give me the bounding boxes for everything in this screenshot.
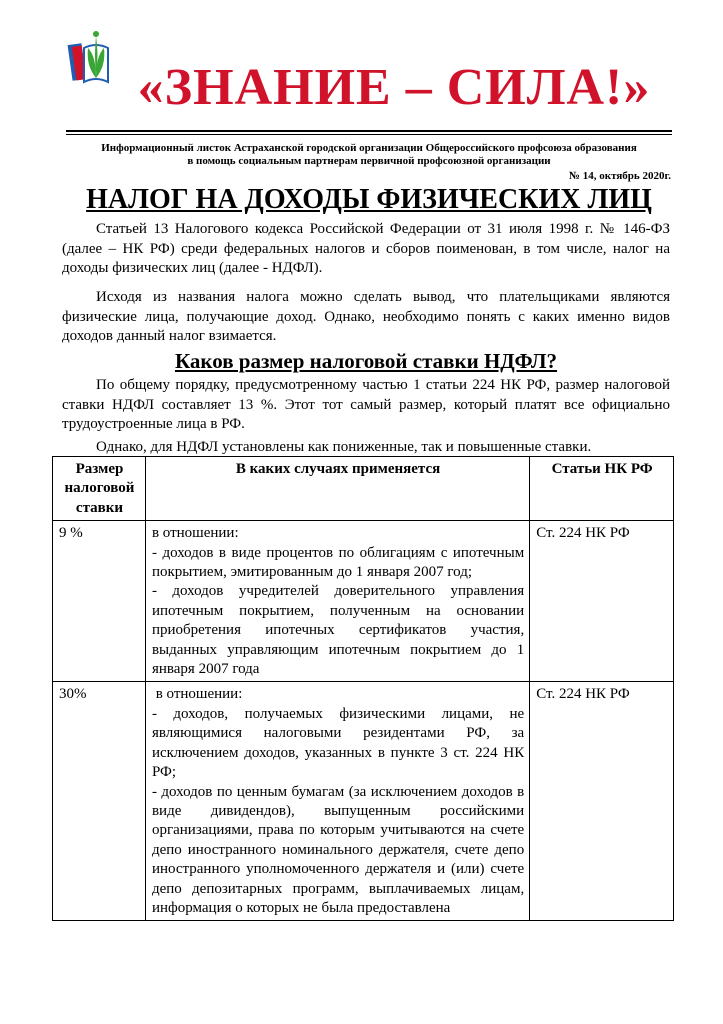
case-line: - доходов учредителей доверительного управления ипотечным покрытием, полученным на основании приобретения ипотечных сертификатов участия, выданных управляющим ипотечным покрытием до 1 января 2007 года [151,583,525,678]
cases-cell [145,682,529,921]
table-header-row [53,457,674,521]
rate-cell: 9 % [53,521,146,682]
newsletter-subtitle [66,142,672,168]
case-line: в отношении: [151,686,243,703]
article-title: НАЛОГ НА ДОХОДЫ ФИЗИЧЕСКИХ ЛИЦ [86,184,652,215]
case-line: в отношении: [151,525,239,542]
paragraph-intro: Статьей 13 Налогового кодекса Российской Федерации от 31 июля 1998 г. № 146-ФЗ (далее – НК РФ) среди федеральных налогов и сборов поименован, в том числе, налог на доходы физических лиц (далее - НДФЛ). [62,221,670,277]
paragraph-payers: Исходя из названия налога можно сделать вывод, что плательщиками являются физические лица, получающие доход. Однако, необходимо понять с каких именно видов доходов данный налог взимается. [62,289,670,345]
subtitle-line-1: Информационный листок Астраханской городской организации Общероссийского профсоюза образования [101,142,637,154]
header-articles: Статьи НК РФ [530,457,674,521]
paragraph-general-rate: По общему порядку, предусмотренному частью 1 статьи 224 НК РФ, размер налоговой ставки НДФЛ составляет 13 %. Этот тот самый размер, который платят все официально трудоустроенные лица в РФ. [62,377,670,433]
rate-cell: 30% [53,682,146,921]
cases-cell [145,521,529,682]
case-line: - доходов по ценным бумагам (за исключением доходов в виде дивидендов), выпущенным российскими организациями, права по которым учитываются на счете депо иностранного номинального держателя, счете депо иностранного уполномоченного держателя и (или) счете депо депозитарных программ, выплачиваемых лицам, информация о которых не была предоставлена [151,783,525,916]
header-cases: В каких случаях применяется [145,457,529,521]
tax-rates-table [52,456,674,921]
case-line: - доходов в виде процентов по облигациям с ипотечным покрытием, эмитированным до 1 января 2007 год; [151,544,525,581]
header-rule-thin [66,134,672,135]
table-row [53,521,674,682]
table-row [53,682,674,921]
paragraph-rates-note: Однако, для НДФЛ установлены как пониженные, так и повышенные ставки. [96,439,592,455]
masthead-title: «ЗНАНИЕ – СИЛА!» [137,59,651,116]
article-cell: Ст. 224 НК РФ [530,682,674,921]
header-rule [66,130,672,132]
subtitle-line-2: в помощь социальным партнерам первичной профсоюзной организации [187,155,551,167]
article-cell: Ст. 224 НК РФ [530,521,674,682]
case-line: - доходов, получаемых физическими лицами, не являющимися налоговыми резидентами РФ, за исключением доходов, указанных в пункте 3 ст. 224 НК РФ; [151,705,525,781]
issue-number: № 14, октябрь 2020г. [568,170,671,182]
header-rate: Размер налоговой ставки [53,457,146,521]
section-heading: Каков размер налоговой ставки НДФЛ? [174,349,558,373]
